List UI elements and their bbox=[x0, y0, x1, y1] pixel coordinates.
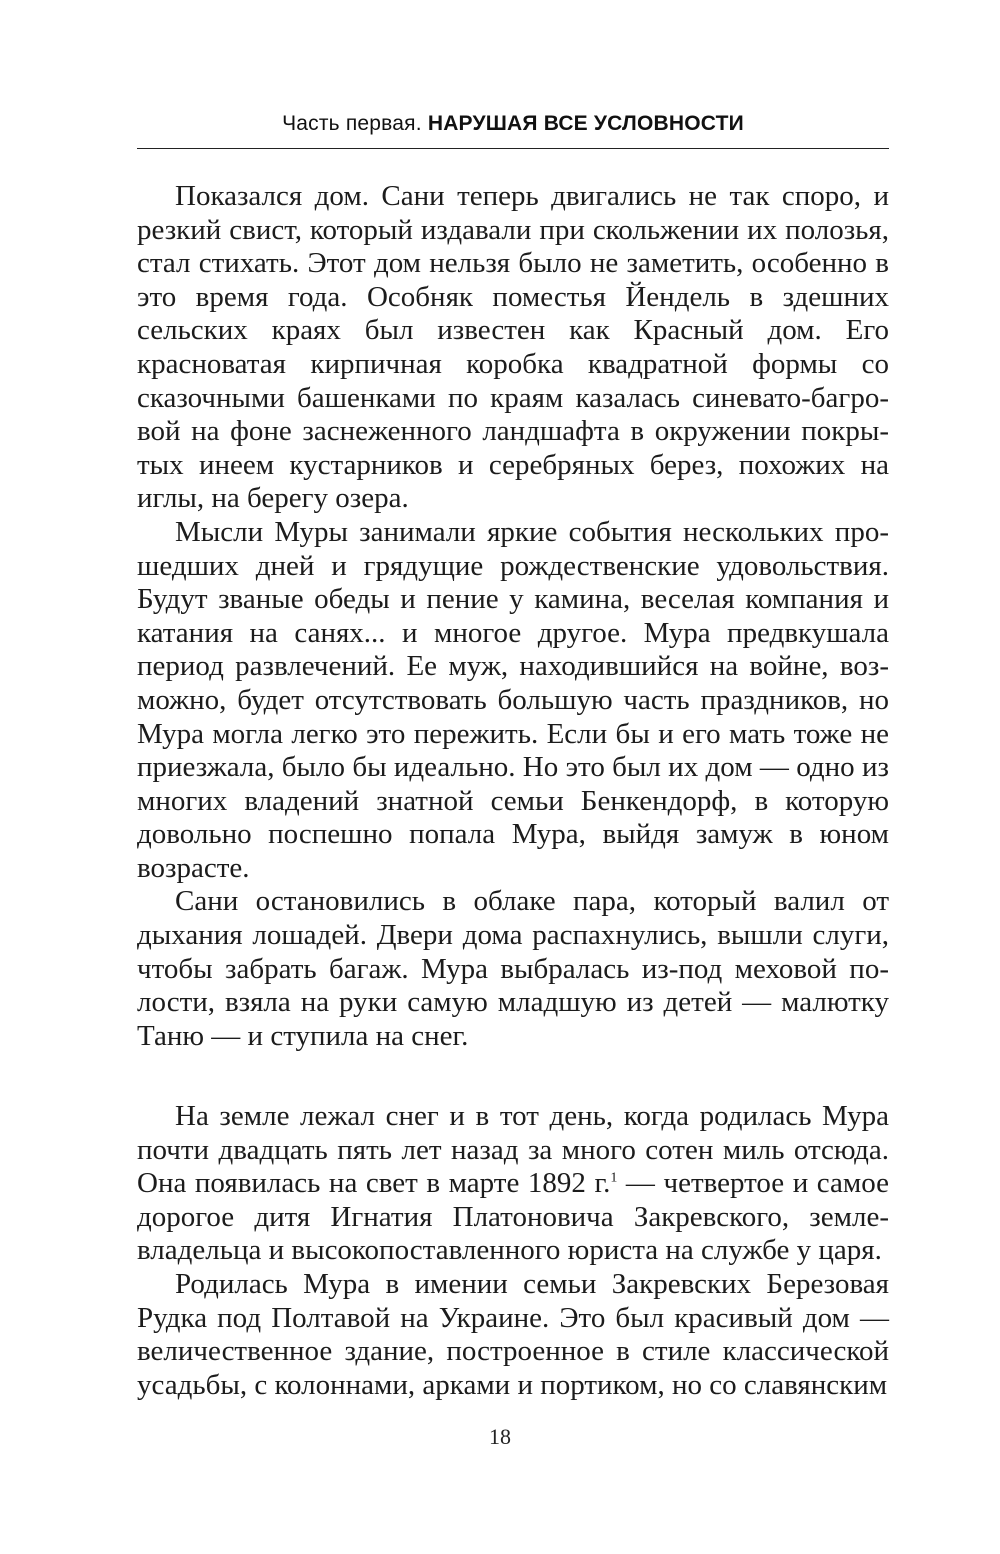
paragraph-mura-birth bbox=[137, 1100, 889, 1268]
header-divider bbox=[137, 148, 889, 149]
paragraph-house-appears: Показался дом. Сани теперь двигались не так споро, и резкий свист, который издавали при скольжении их полозья, стал стихать. Этот дом нельзя было не заметить, особенно в это время года. Особняк поместья Йендель в здешних сельских краях был известен как Красный дом. Его красноватая кирпичная коробка квадратной формы со сказочными башенками по краям казалась синевато-багровой на фоне заснеженного ландшафта в окружении покрытых инеем кустарников и серебряных берез, похожих на иглы, на берегу озера. bbox=[137, 180, 889, 515]
footnote-marker: 1 bbox=[610, 1170, 618, 1186]
page-number: 18 bbox=[489, 1424, 511, 1449]
paragraph-sleigh-stops: Сани остановились в облаке пара, который валил от дыхания лошадей. Двери дома распахнулись, вышли слуги, чтобы забрать багаж. Мура выбралась из-под меховой полости, взяла на руки самую младшую из детей — малютку Таню — и ступила на снег. bbox=[137, 885, 889, 1052]
paragraph-birthplace: Родилась Мура в имении семьи Закревских Березовая Рудка под Полтавой на Украине. Это был красивый дом — величественное здание, построенное в стиле классической усадьбы, с колоннами, арками и портиком, но со славянским bbox=[137, 1267, 889, 1401]
running-head-part: Часть первая. bbox=[282, 112, 422, 135]
running-head-chapter: НАРУШАЯ ВСЕ УСЛОВНОСТИ bbox=[427, 112, 744, 135]
paragraph-muras-thoughts: Мысли Муры занимали яркие события нескольких прошедших дней и грядущие рождественские удовольствия. Будут званые обеды и пение у камина, веселая компания и катания на санях... и многое другое. Мура предвкушала период развлечений. Ее муж, находившийся на войне, возможно, будет отсутствовать большую часть праздников, но Мура могла легко это пережить. Если бы и его мать тоже не приезжала, было бы идеально. Но это был их дом — одно из многих владений знатной семьи Бенкендорф, в которую довольно поспешно попала Мура, выйдя замуж в юном возрасте. bbox=[137, 515, 889, 884]
text-section-1 bbox=[137, 180, 889, 1053]
text-section-2 bbox=[137, 1100, 889, 1402]
birth-text-end: — четвертое и самое дорогое дитя Игнатия Платоновича Закревского, землевладельца и высокопоставленного юриста на службе у царя. bbox=[137, 1167, 889, 1267]
running-head bbox=[137, 112, 889, 136]
birth-text-start: На земле лежал снег и в тот день, когда родилась Мура почти двадцать пять лет назад за много сотен миль отсюда. Она появилась на свет в марте 1892 г. bbox=[137, 1100, 889, 1200]
